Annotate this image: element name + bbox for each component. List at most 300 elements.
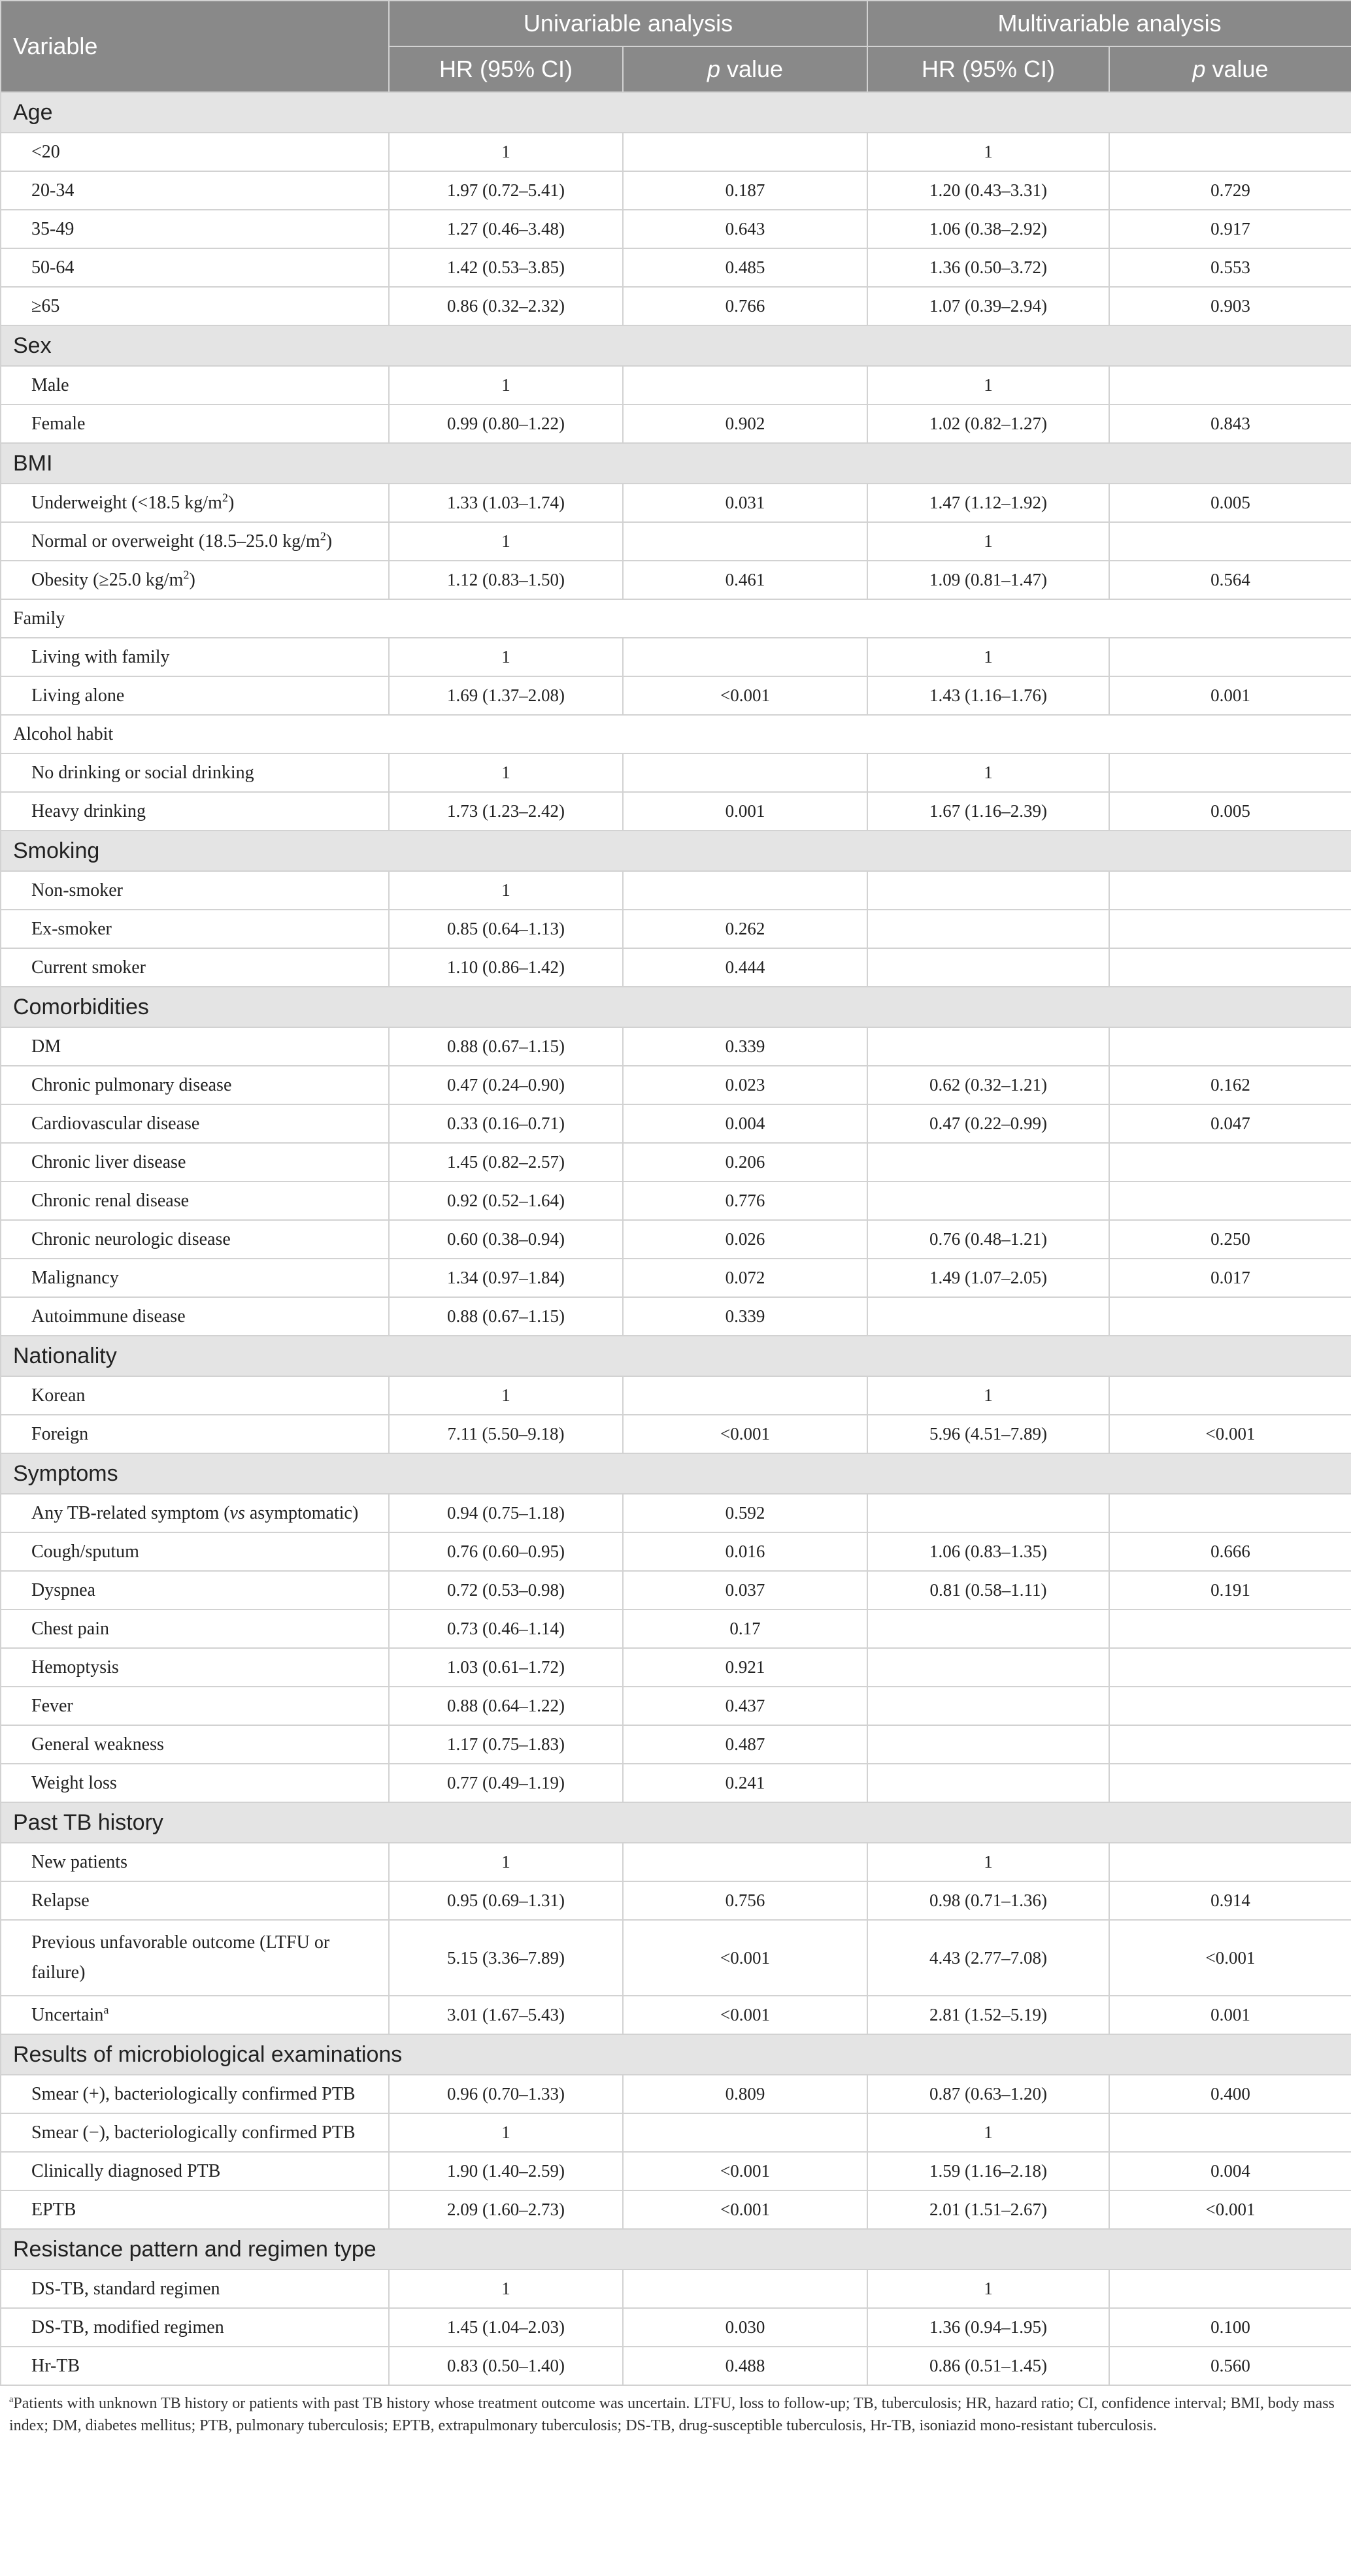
table-row: [1, 753, 1351, 792]
univariable-p-cell: 0.037: [623, 1571, 867, 1610]
row-label-cell: [1, 2113, 389, 2152]
univariable-p-cell: 0.902: [623, 405, 867, 443]
multivariable-hr-cell: 4.43 (2.77–7.08): [867, 1920, 1109, 1996]
table-row: [1, 1764, 1351, 1802]
row-label-cell: [1, 792, 389, 831]
multivariable-hr-cell: [867, 1687, 1109, 1725]
univariable-hr-cell: 0.88 (0.67–1.15): [389, 1297, 623, 1336]
table-row: [1, 1220, 1351, 1259]
multivariable-p-cell: 0.191: [1109, 1571, 1351, 1610]
section-header-row: [1, 1453, 1351, 1494]
row-label-cell: [1, 133, 389, 171]
multivariable-p-cell: 0.843: [1109, 405, 1351, 443]
table-row: [1, 1181, 1351, 1220]
univariable-hr-cell: 0.92 (0.52–1.64): [389, 1181, 623, 1220]
row-label: DS-TB, modified regimen: [31, 2317, 224, 2337]
univariable-hr-cell: 1: [389, 133, 623, 171]
row-label-superscript: 2: [183, 568, 190, 582]
table-row: [1, 2347, 1351, 2385]
row-label: Hr-TB: [31, 2355, 80, 2376]
section-title: Comorbidities: [1, 987, 1351, 1027]
row-label-cell: [1, 1843, 389, 1881]
univariable-hr-cell: 0.88 (0.67–1.15): [389, 1027, 623, 1066]
table-row: [1, 1376, 1351, 1415]
table-row: [1, 1415, 1351, 1453]
multivariable-p-cell: [1109, 1764, 1351, 1802]
row-label-cell: [1, 1571, 389, 1610]
multivariable-hr-cell: 1: [867, 366, 1109, 405]
row-label-cell: [1, 1610, 389, 1648]
section-header-row: [1, 443, 1351, 484]
univariable-p-cell: [623, 2270, 867, 2308]
multivariable-p-header: [1109, 46, 1351, 92]
section-title: Nationality: [1, 1336, 1351, 1376]
univariable-hr-cell: 0.85 (0.64–1.13): [389, 910, 623, 948]
multivariable-p-cell: [1109, 133, 1351, 171]
p-suffix: value: [1205, 56, 1269, 82]
table-row: [1, 1066, 1351, 1104]
table-row: [1, 676, 1351, 715]
univariable-p-cell: 0.026: [623, 1220, 867, 1259]
multivariable-hr-cell: [867, 1297, 1109, 1336]
row-label: Foreign: [31, 1423, 89, 1444]
table-row: [1, 2152, 1351, 2190]
section-header-row: [1, 715, 1351, 753]
table-row: [1, 948, 1351, 987]
row-label-cell: [1, 287, 389, 325]
multivariable-hr-cell: 1.09 (0.81–1.47): [867, 561, 1109, 599]
section-header-row: [1, 599, 1351, 638]
multivariable-p-cell: 0.250: [1109, 1220, 1351, 1259]
row-label-tail: ): [227, 492, 235, 513]
multivariable-p-cell: 0.001: [1109, 1996, 1351, 2034]
univariable-p-cell: 0.461: [623, 561, 867, 599]
multivariable-hr-cell: 1: [867, 2270, 1109, 2308]
table-row: [1, 287, 1351, 325]
row-label: Heavy drinking: [31, 801, 146, 821]
row-label: Smear (+), bacteriologically confirmed PTB: [31, 2083, 356, 2104]
univariable-hr-cell: 0.86 (0.32–2.32): [389, 287, 623, 325]
row-label-cell: [1, 948, 389, 987]
row-label: Male: [31, 374, 69, 395]
univariable-hr-cell: 1.69 (1.37–2.08): [389, 676, 623, 715]
univariable-p-cell: [623, 133, 867, 171]
table-row: [1, 792, 1351, 831]
univariable-p-cell: <0.001: [623, 676, 867, 715]
row-label: Underweight (<18.5 kg/m: [31, 492, 222, 513]
row-label-cell: [1, 1415, 389, 1453]
multivariable-p-cell: 0.917: [1109, 210, 1351, 248]
univariable-p-cell: [623, 753, 867, 792]
univariable-hr-cell: 0.72 (0.53–0.98): [389, 1571, 623, 1610]
univariable-p-cell: 0.339: [623, 1297, 867, 1336]
row-label-cell: [1, 2308, 389, 2347]
table-body: [1, 92, 1351, 2385]
table-row: [1, 1571, 1351, 1610]
univariable-hr-cell: 1: [389, 871, 623, 910]
table-header: [1, 1, 1351, 92]
univariable-hr-cell: 3.01 (1.67–5.43): [389, 1996, 623, 2034]
table-row: [1, 871, 1351, 910]
multivariable-hr-cell: [867, 1494, 1109, 1532]
univariable-hr-cell: 0.33 (0.16–0.71): [389, 1104, 623, 1143]
multivariable-hr-cell: [867, 1648, 1109, 1687]
multivariable-p-cell: [1109, 638, 1351, 676]
table-row: [1, 1259, 1351, 1297]
univariable-hr-cell: 0.88 (0.64–1.22): [389, 1687, 623, 1725]
multivariable-hr-cell: 1.20 (0.43–3.31): [867, 171, 1109, 210]
univariable-hr-cell: 2.09 (1.60–2.73): [389, 2190, 623, 2229]
row-label-cell: [1, 405, 389, 443]
multivariable-p-cell: 0.729: [1109, 171, 1351, 210]
p-italic: p: [707, 56, 720, 82]
univariable-hr-cell: 1: [389, 2270, 623, 2308]
univariable-p-cell: [623, 638, 867, 676]
row-label-cell: [1, 1181, 389, 1220]
row-label-superscript: 2: [320, 529, 326, 543]
univariable-hr-cell: 1: [389, 522, 623, 561]
univariable-p-cell: 0.643: [623, 210, 867, 248]
multivariable-p-cell: <0.001: [1109, 2190, 1351, 2229]
row-label-cell: [1, 1532, 389, 1571]
table-row: [1, 1532, 1351, 1571]
multivariable-group-header: Multivariable analysis: [867, 1, 1351, 46]
row-label: Smear (−), bacteriologically confirmed PTB: [31, 2122, 356, 2143]
table-row: [1, 2190, 1351, 2229]
univariable-p-cell: <0.001: [623, 2190, 867, 2229]
p-italic: p: [1192, 56, 1206, 82]
row-label: Current smoker: [31, 957, 146, 978]
row-label-italic: vs: [229, 1502, 245, 1523]
multivariable-hr-cell: 0.86 (0.51–1.45): [867, 2347, 1109, 2385]
multivariable-hr-cell: 1.43 (1.16–1.76): [867, 676, 1109, 715]
section-title: Alcohol habit: [1, 715, 1351, 753]
variable-column-header: Variable: [1, 1, 389, 92]
univariable-hr-cell: 1.45 (0.82–2.57): [389, 1143, 623, 1181]
univariable-p-cell: 0.437: [623, 1687, 867, 1725]
section-title: Sex: [1, 325, 1351, 366]
section-title: Results of microbiological examinations: [1, 2034, 1351, 2075]
row-label: Female: [31, 413, 86, 434]
section-title: Family: [1, 599, 1351, 638]
section-header-row: [1, 831, 1351, 871]
row-label: Autoimmune disease: [31, 1306, 186, 1327]
row-label: Cardiovascular disease: [31, 1113, 200, 1134]
row-label-cell: [1, 871, 389, 910]
row-label: Dyspnea: [31, 1579, 95, 1600]
row-label-cell: [1, 1066, 389, 1104]
univariable-hr-cell: 5.15 (3.36–7.89): [389, 1920, 623, 1996]
univariable-p-cell: 0.030: [623, 2308, 867, 2347]
multivariable-p-cell: [1109, 948, 1351, 987]
row-label: DM: [31, 1036, 61, 1057]
univariable-p-cell: 0.766: [623, 287, 867, 325]
row-label: Fever: [31, 1695, 73, 1716]
univariable-hr-cell: 7.11 (5.50–9.18): [389, 1415, 623, 1453]
section-header-row: [1, 92, 1351, 133]
univariable-hr-cell: 1: [389, 2113, 623, 2152]
multivariable-p-cell: [1109, 1725, 1351, 1764]
multivariable-p-cell: [1109, 910, 1351, 948]
row-label: ≥65: [31, 295, 60, 316]
univariable-p-cell: 0.206: [623, 1143, 867, 1181]
table-row: [1, 638, 1351, 676]
row-label: Previous unfavorable outcome (LTFU or failure): [31, 1932, 330, 1983]
row-label: Chronic pulmonary disease: [31, 1074, 232, 1095]
table-row: [1, 2308, 1351, 2347]
univariable-hr-cell: 1.33 (1.03–1.74): [389, 484, 623, 522]
row-label-cell: [1, 484, 389, 522]
row-label: Uncertain: [31, 2004, 104, 2025]
univariable-p-cell: 0.004: [623, 1104, 867, 1143]
univariable-p-cell: 0.776: [623, 1181, 867, 1220]
row-label-cell: [1, 676, 389, 715]
row-label-tail: ): [189, 569, 195, 590]
row-label-cell: [1, 1104, 389, 1143]
univariable-p-cell: 0.339: [623, 1027, 867, 1066]
multivariable-p-cell: [1109, 1376, 1351, 1415]
multivariable-p-cell: 0.001: [1109, 676, 1351, 715]
multivariable-p-cell: 0.560: [1109, 2347, 1351, 2385]
row-label: Chest pain: [31, 1618, 109, 1639]
univariable-p-cell: 0.921: [623, 1648, 867, 1687]
multivariable-p-cell: [1109, 1027, 1351, 1066]
row-label: No drinking or social drinking: [31, 762, 254, 783]
multivariable-hr-cell: 0.62 (0.32–1.21): [867, 1066, 1109, 1104]
section-title: Age: [1, 92, 1351, 133]
multivariable-hr-cell: 1.07 (0.39–2.94): [867, 287, 1109, 325]
multivariable-p-cell: 0.553: [1109, 248, 1351, 287]
multivariable-hr-cell: 5.96 (4.51–7.89): [867, 1415, 1109, 1453]
table-row: [1, 2113, 1351, 2152]
row-label: Weight loss: [31, 1772, 117, 1793]
row-label: New patients: [31, 1851, 127, 1872]
multivariable-hr-cell: [867, 1610, 1109, 1648]
multivariable-hr-cell: [867, 1725, 1109, 1764]
multivariable-hr-cell: [867, 1143, 1109, 1181]
row-label: DS-TB, standard regimen: [31, 2278, 220, 2299]
multivariable-hr-cell: 1: [867, 522, 1109, 561]
row-label-cell: [1, 1687, 389, 1725]
table-row: [1, 210, 1351, 248]
row-label-cell: [1, 1376, 389, 1415]
multivariable-p-cell: [1109, 2270, 1351, 2308]
footnote-marker: a: [9, 2394, 14, 2405]
multivariable-hr-cell: 1: [867, 133, 1109, 171]
row-label: <20: [31, 141, 60, 162]
univariable-p-cell: <0.001: [623, 1415, 867, 1453]
table-row: [1, 1648, 1351, 1687]
univariable-p-cell: 0.17: [623, 1610, 867, 1648]
univariable-p-cell: 0.487: [623, 1725, 867, 1764]
multivariable-hr-cell: 0.76 (0.48–1.21): [867, 1220, 1109, 1259]
table-row: [1, 2270, 1351, 2308]
multivariable-p-cell: [1109, 366, 1351, 405]
multivariable-p-cell: [1109, 2113, 1351, 2152]
row-label-cell: [1, 753, 389, 792]
table-row: [1, 1920, 1351, 1996]
section-header-row: [1, 2034, 1351, 2075]
multivariable-p-cell: [1109, 1843, 1351, 1881]
multivariable-p-cell: 0.047: [1109, 1104, 1351, 1143]
multivariable-hr-cell: 1.59 (1.16–2.18): [867, 2152, 1109, 2190]
multivariable-p-cell: 0.005: [1109, 792, 1351, 831]
multivariable-p-cell: [1109, 1143, 1351, 1181]
multivariable-p-cell: <0.001: [1109, 1920, 1351, 1996]
univariable-p-cell: 0.488: [623, 2347, 867, 2385]
row-label-superscript: a: [103, 2003, 109, 2017]
multivariable-hr-cell: 1: [867, 2113, 1109, 2152]
table-row: [1, 366, 1351, 405]
multivariable-hr-cell: [867, 1764, 1109, 1802]
univariable-p-cell: <0.001: [623, 1996, 867, 2034]
multivariable-hr-header: HR (95% CI): [867, 46, 1109, 92]
table-row: [1, 1725, 1351, 1764]
multivariable-hr-cell: 1.47 (1.12–1.92): [867, 484, 1109, 522]
univariable-p-cell: 0.444: [623, 948, 867, 987]
univariable-p-cell: 0.262: [623, 910, 867, 948]
row-label-cell: [1, 1725, 389, 1764]
multivariable-p-cell: 0.162: [1109, 1066, 1351, 1104]
row-label-cell: [1, 638, 389, 676]
table-row: [1, 910, 1351, 948]
row-label: Clinically diagnosed PTB: [31, 2160, 221, 2181]
row-label: Malignancy: [31, 1267, 119, 1288]
table-row: [1, 133, 1351, 171]
table-row: [1, 1297, 1351, 1336]
multivariable-p-cell: 0.400: [1109, 2075, 1351, 2113]
section-header-row: [1, 2229, 1351, 2270]
row-label: Chronic renal disease: [31, 1190, 190, 1211]
multivariable-hr-cell: [867, 948, 1109, 987]
univariable-p-cell: [623, 366, 867, 405]
row-label: 35-49: [31, 218, 75, 239]
multivariable-p-cell: 0.666: [1109, 1532, 1351, 1571]
univariable-hr-cell: 1: [389, 753, 623, 792]
row-label: Chronic neurologic disease: [31, 1229, 231, 1249]
univariable-hr-header: HR (95% CI): [389, 46, 623, 92]
p-suffix: value: [720, 56, 784, 82]
univariable-hr-cell: 1: [389, 638, 623, 676]
multivariable-p-cell: 0.100: [1109, 2308, 1351, 2347]
univariable-group-header: Univariable analysis: [389, 1, 867, 46]
multivariable-p-cell: 0.005: [1109, 484, 1351, 522]
multivariable-p-cell: <0.001: [1109, 1415, 1351, 1453]
row-label-cell: [1, 248, 389, 287]
multivariable-hr-cell: 1.06 (0.38–2.92): [867, 210, 1109, 248]
univariable-hr-cell: 1.03 (0.61–1.72): [389, 1648, 623, 1687]
row-label-superscript: 2: [222, 491, 228, 504]
row-label: Cough/sputum: [31, 1541, 139, 1562]
univariable-p-cell: 0.592: [623, 1494, 867, 1532]
univariable-hr-cell: 1.45 (1.04–2.03): [389, 2308, 623, 2347]
multivariable-hr-cell: [867, 910, 1109, 948]
multivariable-p-cell: 0.017: [1109, 1259, 1351, 1297]
table-footnote: [0, 2386, 1351, 2437]
univariable-hr-cell: 0.60 (0.38–0.94): [389, 1220, 623, 1259]
multivariable-hr-cell: 1: [867, 753, 1109, 792]
multivariable-p-cell: [1109, 871, 1351, 910]
univariable-hr-cell: 1.97 (0.72–5.41): [389, 171, 623, 210]
row-label-cell: [1, 2075, 389, 2113]
multivariable-hr-cell: 0.81 (0.58–1.11): [867, 1571, 1109, 1610]
table-row: [1, 248, 1351, 287]
row-label-cell: [1, 910, 389, 948]
univariable-p-cell: 0.001: [623, 792, 867, 831]
row-label-cell: [1, 1027, 389, 1066]
table-row: [1, 522, 1351, 561]
univariable-hr-cell: 1: [389, 1376, 623, 1415]
univariable-p-header: [623, 46, 867, 92]
multivariable-p-cell: 0.914: [1109, 1881, 1351, 1920]
table-row: [1, 1996, 1351, 2034]
univariable-hr-cell: 1.27 (0.46–3.48): [389, 210, 623, 248]
row-label: Living alone: [31, 685, 125, 706]
multivariable-hr-cell: 0.47 (0.22–0.99): [867, 1104, 1109, 1143]
row-label-tail: ): [325, 531, 333, 552]
univariable-p-cell: [623, 2113, 867, 2152]
row-label-cell: [1, 1764, 389, 1802]
univariable-hr-cell: 0.95 (0.69–1.31): [389, 1881, 623, 1920]
row-label-cell: [1, 210, 389, 248]
row-label: 50-64: [31, 257, 75, 278]
multivariable-hr-cell: 1.02 (0.82–1.27): [867, 405, 1109, 443]
multivariable-hr-cell: 1: [867, 1843, 1109, 1881]
univariable-hr-cell: 1.73 (1.23–2.42): [389, 792, 623, 831]
row-label-cell: [1, 1143, 389, 1181]
univariable-hr-cell: 0.96 (0.70–1.33): [389, 2075, 623, 2113]
section-title: Symptoms: [1, 1453, 1351, 1494]
multivariable-p-cell: [1109, 1610, 1351, 1648]
row-label-cell: [1, 1648, 389, 1687]
multivariable-hr-cell: 2.81 (1.52–5.19): [867, 1996, 1109, 2034]
table-row: [1, 1143, 1351, 1181]
row-label: General weakness: [31, 1734, 164, 1755]
section-header-row: [1, 987, 1351, 1027]
univariable-p-cell: [623, 1843, 867, 1881]
multivariable-hr-cell: 1: [867, 638, 1109, 676]
section-header-row: [1, 1802, 1351, 1843]
multivariable-p-cell: [1109, 1648, 1351, 1687]
table-row: [1, 1843, 1351, 1881]
row-label: Ex-smoker: [31, 918, 112, 939]
row-label-cell: [1, 561, 389, 599]
univariable-hr-cell: 1: [389, 366, 623, 405]
univariable-hr-cell: 0.99 (0.80–1.22): [389, 405, 623, 443]
row-label: Any TB-related symptom (: [31, 1502, 230, 1523]
row-label-cell: [1, 2270, 389, 2308]
multivariable-p-cell: [1109, 1687, 1351, 1725]
row-label-cell: [1, 1220, 389, 1259]
univariable-hr-cell: 1.17 (0.75–1.83): [389, 1725, 623, 1764]
row-label: Korean: [31, 1385, 86, 1406]
multivariable-hr-cell: 0.87 (0.63–1.20): [867, 2075, 1109, 2113]
multivariable-hr-cell: 1.49 (1.07–2.05): [867, 1259, 1109, 1297]
row-label-cell: [1, 1920, 389, 1996]
row-label-cell: [1, 1494, 389, 1532]
section-header-row: [1, 1336, 1351, 1376]
table-row: [1, 1881, 1351, 1920]
univariable-p-cell: 0.072: [623, 1259, 867, 1297]
univariable-hr-cell: 0.47 (0.24–0.90): [389, 1066, 623, 1104]
row-label-cell: [1, 366, 389, 405]
row-label-cell: [1, 2347, 389, 2385]
univariable-p-cell: 0.756: [623, 1881, 867, 1920]
multivariable-hr-cell: 0.98 (0.71–1.36): [867, 1881, 1109, 1920]
univariable-hr-cell: 0.94 (0.75–1.18): [389, 1494, 623, 1532]
section-title: Resistance pattern and regimen type: [1, 2229, 1351, 2270]
table-row: [1, 1494, 1351, 1532]
